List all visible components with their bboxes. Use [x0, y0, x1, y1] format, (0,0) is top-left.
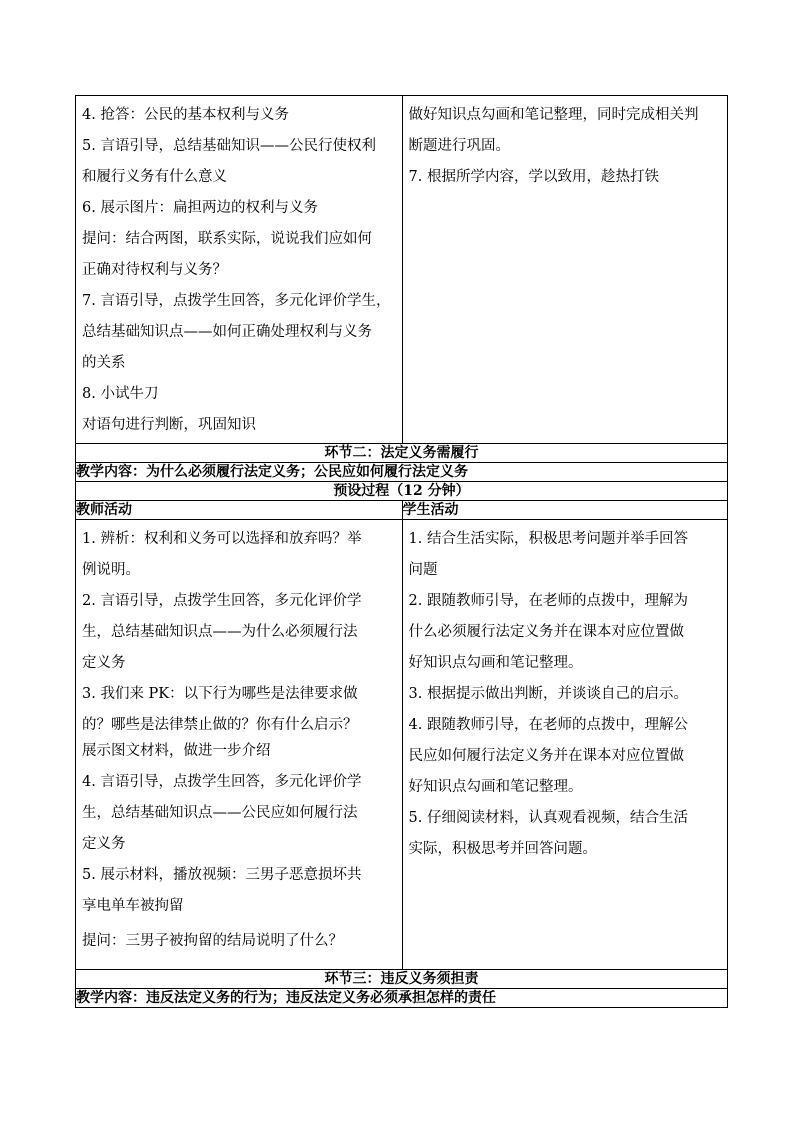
section-3-title: 环节三：违反义务须担责: [76, 970, 728, 989]
section-2-content: 教学内容：为什么必须履行法定义务；公民应如何履行法定义务: [76, 463, 728, 482]
text-line: 5. 展示材料，播放视频：三男子恶意损坏共: [82, 867, 362, 883]
text-line: 2. 跟随教师引导，在老师的点拨中，理解为: [408, 593, 688, 609]
student-activity-header: 学生活动: [402, 501, 728, 520]
text-line: 3. 根据提示做出判断，并谈谈自己的启示。: [408, 686, 688, 702]
section-3-content: 教学内容：违反法定义务的行为；违反法定义务必须承担怎样的责任: [76, 989, 728, 1008]
text-line: 正确对待权利与义务？: [82, 262, 227, 278]
text-line: 断题进行巩固。: [408, 138, 510, 154]
text-line: 7. 根据所学内容，学以致用，趁热打铁: [408, 169, 659, 185]
text-line: 定义务: [82, 655, 126, 671]
column-header-row: [76, 501, 728, 520]
text-line: 4. 抢答：公民的基本权利与义务: [82, 107, 289, 123]
text-line: 1. 结合生活实际，积极思考问题并举手回答: [408, 531, 688, 547]
text-line: 7. 言语引导，点拨学生回答，多元化评价学生，: [82, 293, 391, 309]
text-line: 总结基础知识点——如何正确处理权利与义务: [82, 324, 372, 340]
text-line: 享电单车被拘留: [82, 898, 184, 914]
section-title-row: [76, 444, 728, 463]
process-row: [76, 482, 728, 501]
text-line: 提问：三男子被拘留的结局说明了什么？: [82, 933, 343, 949]
section-content-row: [76, 989, 728, 1008]
text-line: 实际，积极思考并回答问题。: [408, 841, 597, 857]
lesson-plan-table: [75, 95, 728, 1008]
text-line: 问题: [408, 562, 438, 578]
student-activity-cell: [402, 520, 728, 970]
text-line: 生，总结基础知识点——为什么必须履行法: [82, 624, 358, 640]
text-line: 6. 展示图片：扁担两边的权利与义务: [82, 200, 318, 216]
text-line: 2. 言语引导，点拨学生回答，多元化评价学: [82, 593, 362, 609]
teacher-activity-header: 教师活动: [76, 501, 403, 520]
text-line: 1. 辨析：权利和义务可以选择和放弃吗？举: [82, 531, 362, 547]
section-2-process: 预设过程（12 分钟）: [76, 482, 728, 501]
section-content-row: [76, 463, 728, 482]
text-line: 例说明。: [82, 562, 140, 578]
teacher-activity-cell: [76, 520, 403, 970]
text-line: 的？哪些是法律禁止做的？你有什么启示？: [82, 717, 358, 733]
text-line: 3. 我们来 PK：以下行为哪些是法律要求做: [82, 686, 358, 702]
text-line: 4. 言语引导，点拨学生回答，多元化评价学: [82, 774, 362, 790]
text-line: 做好知识点勾画和笔记整理，同时完成相关判: [408, 107, 699, 123]
text-line: 生，总结基础知识点——公民应如何履行法: [82, 805, 358, 821]
text-line: 对语句进行判断，巩固知识: [82, 417, 256, 433]
text-line: 展示图文材料，做进一步介绍: [82, 743, 271, 759]
text-line: 的关系: [82, 355, 126, 371]
text-line: 和履行义务有什么意义: [82, 169, 227, 185]
text-line: 定义务: [82, 836, 126, 852]
text-line: 好知识点勾画和笔记整理。: [408, 655, 583, 671]
activity-row: [76, 520, 728, 970]
text-line: 5. 仔细阅读材料，认真观看视频，结合生活: [408, 810, 688, 826]
text-line: 什么必须履行法定义务并在课本对应位置做: [408, 624, 684, 640]
teacher-activity-cell-top: [76, 96, 403, 444]
text-line: 5. 言语引导，总结基础知识——公民行使权利: [82, 138, 376, 154]
student-activity-cell-top: [402, 96, 728, 444]
section-2-title: 环节二：法定义务需履行: [76, 444, 728, 463]
section-title-row: [76, 970, 728, 989]
text-line: 好知识点勾画和笔记整理。: [408, 779, 583, 795]
text-line: 8. 小试牛刀: [82, 386, 159, 402]
text-line: 提问：结合两图，联系实际，说说我们应如何: [82, 231, 372, 247]
continuation-row: [76, 96, 728, 444]
text-line: 民应如何履行法定义务并在课本对应位置做: [408, 748, 684, 764]
text-line: 4. 跟随教师引导，在老师的点拨中，理解公: [408, 717, 688, 733]
